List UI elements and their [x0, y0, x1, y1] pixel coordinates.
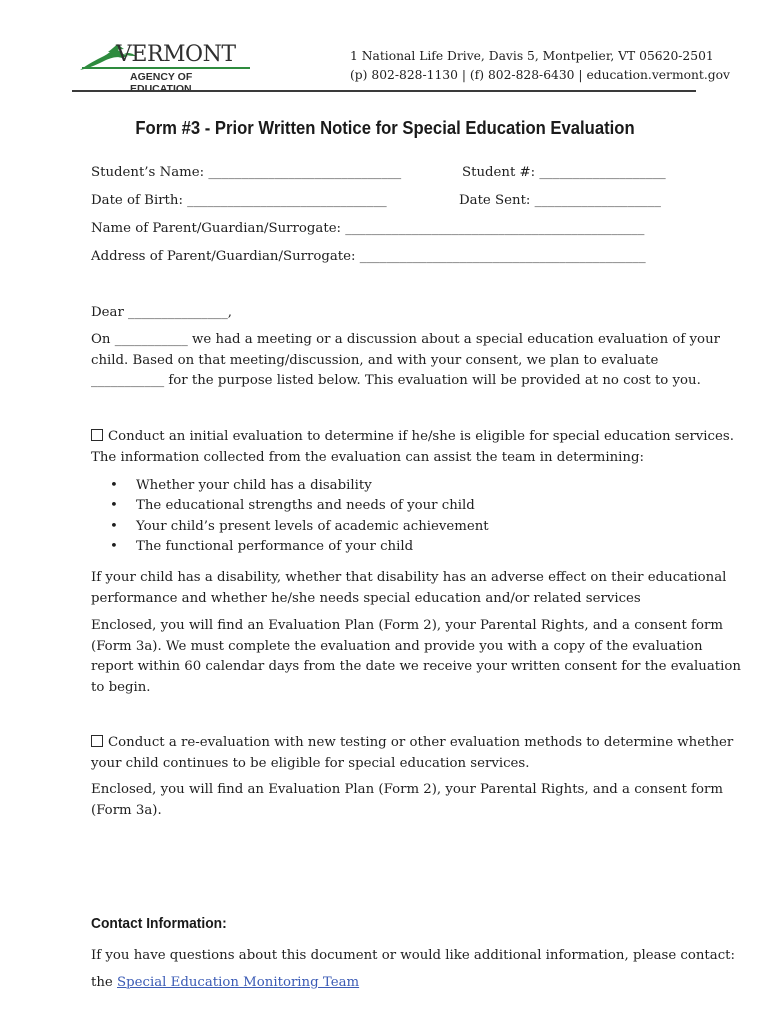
enclosed-line: report within 60 calendar days from the date we receive your written consent for the evaluation	[91, 659, 741, 674]
monitoring-team-link[interactable]: Special Education Monitoring Team	[117, 975, 360, 990]
list-item: • The educational strengths and needs of your child	[108, 496, 489, 516]
intro-line: ___________ for the purpose listed below. This evaluation will be provided at no cost to you.	[91, 373, 701, 388]
header-address: 1 National Life Drive, Davis 5, Montpelier, VT 05620-2501	[350, 49, 714, 63]
logo-name: VERMONT	[116, 42, 236, 67]
logo-underline	[82, 67, 250, 69]
student-name-field[interactable]: Student’s Name: _____________________________	[91, 165, 402, 180]
enclosed-line: to begin.	[91, 679, 151, 695]
list-item: • The functional performance of your child	[108, 537, 489, 557]
list-item: • Your child’s present levels of academic achievement	[108, 517, 489, 537]
contact-link-line	[91, 973, 359, 993]
list-item: • Whether your child has a disability	[108, 476, 489, 496]
reevaluation-enclosed-paragraph	[91, 780, 723, 821]
initial-evaluation-checkbox[interactable]	[91, 429, 103, 441]
disability-line: If your child has a disability, whether that disability has an adverse effect on their educational	[91, 570, 727, 585]
page-title: Form #3 - Prior Written Notice for Special Education Evaluation	[135, 117, 635, 138]
initial-evaluation-option[interactable]	[91, 427, 734, 448]
date-sent-field[interactable]: Date Sent: ___________________	[459, 193, 661, 208]
initial-lead: The information collected from the evaluation can assist the team in determining:	[91, 449, 644, 465]
reevaluation-label: Conduct a re-evaluation with new testing or other evaluation methods to determine whether	[108, 735, 734, 750]
intro-paragraph	[91, 330, 720, 392]
reevaluation-checkbox[interactable]	[91, 735, 103, 747]
enclosed-line: Enclosed, you will find an Evaluation Plan (Form 2), your Parental Rights, and a consent form	[91, 618, 723, 633]
disability-line: performance and whether he/she needs special education and/or related services	[91, 590, 641, 606]
logo-agency: AGENCY OF EDUCATION	[130, 71, 193, 95]
intro-line: child. Based on that meeting/discussion, and with your consent, we plan to evaluate	[91, 352, 659, 368]
determination-list	[108, 476, 489, 557]
reevaluation-option[interactable]	[91, 733, 734, 754]
initial-evaluation-section	[91, 427, 734, 468]
contact-heading: Contact Information:	[91, 915, 227, 932]
enclosed-line: (Form 3a).	[91, 802, 162, 818]
initial-evaluation-label: Conduct an initial evaluation to determine if he/she is eligible for special education services.	[108, 429, 734, 444]
contact-prefix: the	[91, 975, 113, 990]
student-number-field[interactable]: Student #: ___________________	[462, 165, 666, 180]
parent-name-field[interactable]: Name of Parent/Guardian/Surrogate: _____________________________________________	[91, 221, 645, 236]
intro-line: On ___________ we had a meeting or a discussion about a special education evaluation of your	[91, 332, 720, 347]
salutation: Dear _______________,	[91, 305, 232, 320]
vermont-aoe-logo	[78, 40, 248, 95]
contact-text: If you have questions about this document or would like additional information, please contact:	[91, 948, 735, 963]
initial-enclosed-paragraph	[91, 616, 741, 698]
enclosed-line: Enclosed, you will find an Evaluation Plan (Form 2), your Parental Rights, and a consent form	[91, 782, 723, 797]
enclosed-line: (Form 3a). We must complete the evaluation and provide you with a copy of the evaluation	[91, 638, 703, 654]
reevaluation-section	[91, 733, 734, 774]
reevaluation-line: your child continues to be eligible for special education services.	[91, 755, 530, 771]
header-contact: (p) 802-828-1130 | (f) 802-828-6430 | education.vermont.gov	[350, 68, 730, 82]
parent-address-field[interactable]: Address of Parent/Guardian/Surrogate: ___________________________________________	[91, 249, 646, 264]
disability-paragraph	[91, 568, 727, 609]
dob-field[interactable]: Date of Birth: ______________________________	[91, 193, 387, 208]
header-divider	[72, 90, 696, 92]
